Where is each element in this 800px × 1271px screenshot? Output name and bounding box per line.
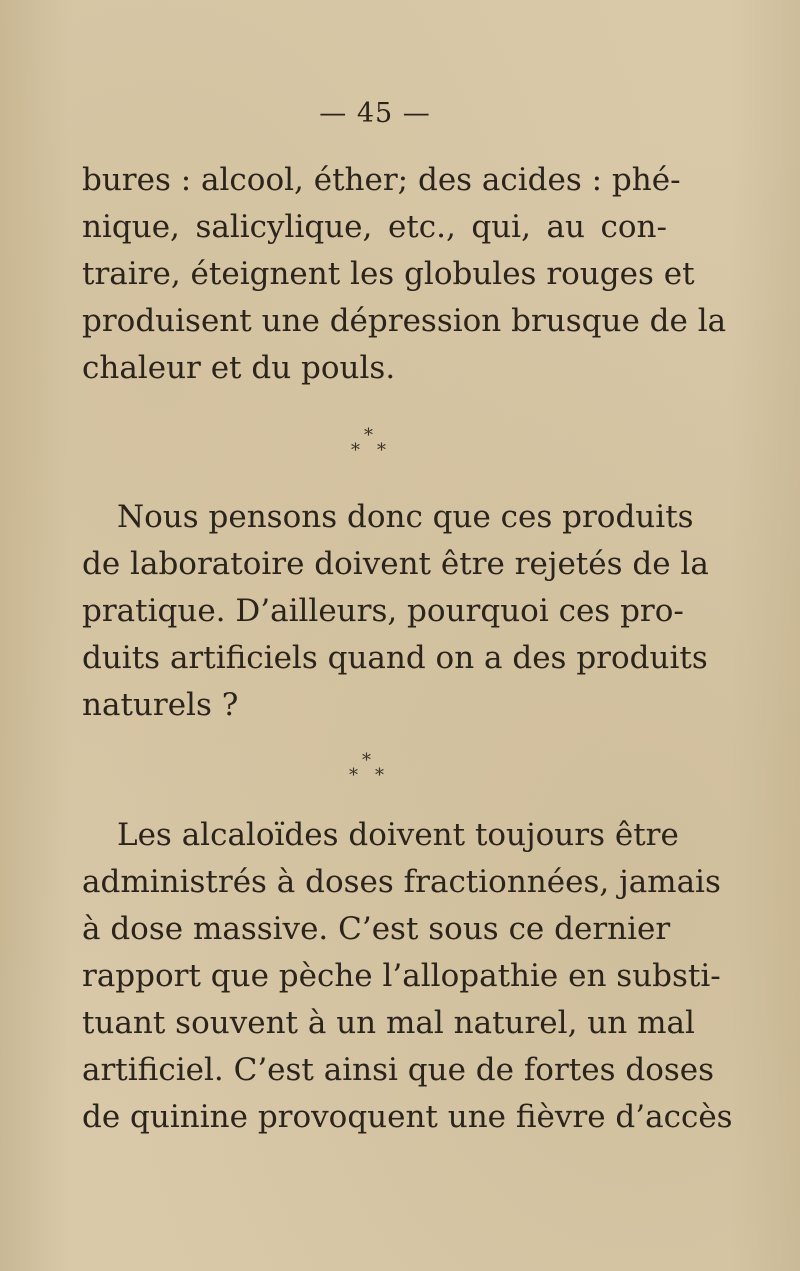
asterisk-glyph: * bbox=[364, 425, 373, 446]
asterisk-glyph: * bbox=[375, 765, 384, 786]
text-line: produisent une dépression brusque de la bbox=[82, 303, 727, 339]
asterism-separator bbox=[345, 425, 405, 465]
text-line: à dose massive. C’est sous ce dernier bbox=[82, 911, 671, 947]
text-line: Nous pensons donc que ces produits bbox=[117, 499, 694, 535]
asterism-separator bbox=[343, 750, 403, 790]
asterisk-glyph: * bbox=[349, 765, 358, 786]
text-line: naturels ? bbox=[82, 687, 239, 723]
text-line: nique, salicylique, etc., qui, au con- bbox=[82, 209, 667, 245]
asterisk-glyph: * bbox=[351, 440, 360, 461]
text-line: Les alcaloïdes doivent toujours être bbox=[117, 817, 679, 853]
text-line: rapport que pèche l’allopathie en substi- bbox=[82, 958, 721, 994]
text-line: traire, éteignent les globules rouges et bbox=[82, 256, 695, 292]
text-line: pratique. D’ailleurs, pourquoi ces pro- bbox=[82, 593, 684, 629]
text-line: artificiel. C’est ainsi que de fortes doses bbox=[82, 1052, 715, 1088]
text-line: tuant souvent à un mal naturel, un mal bbox=[82, 1005, 695, 1041]
page-number: — 45 — bbox=[319, 98, 431, 129]
text-line: de laboratoire doivent être rejetés de la bbox=[82, 546, 709, 582]
text-line: chaleur et du pouls. bbox=[82, 350, 396, 386]
text-line: de quinine provoquent une fièvre d’accès bbox=[82, 1099, 733, 1135]
text-line: duits artificiels quand on a des produits bbox=[82, 640, 708, 676]
text-line: administrés à doses fractionnées, jamais bbox=[82, 864, 721, 900]
asterisk-glyph: * bbox=[362, 750, 371, 771]
asterisk-glyph: * bbox=[377, 440, 386, 461]
text-line: bures : alcool, éther; des acides : phé- bbox=[82, 162, 681, 198]
